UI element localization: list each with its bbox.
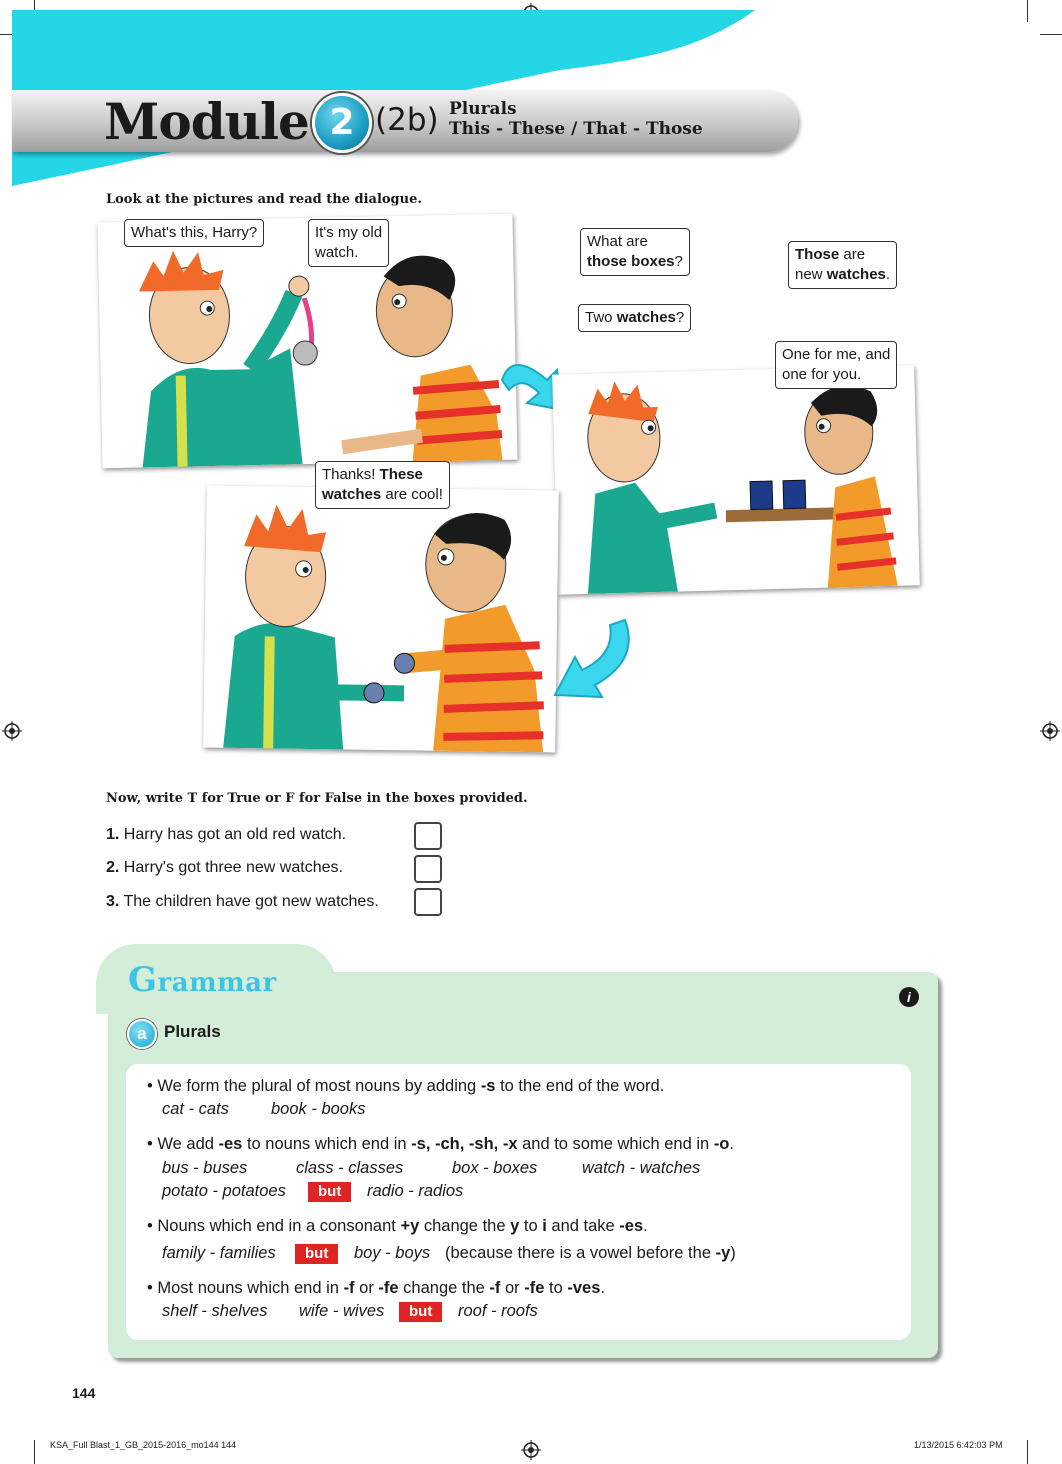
question-text: Harry's got three new watches.	[119, 859, 343, 876]
bubble-text: ?	[675, 309, 685, 326]
question-number: 2.	[106, 859, 120, 876]
question-text: Harry has got an old red watch.	[119, 826, 347, 843]
bubble-text: are	[839, 246, 866, 263]
rule-text: • We form the plural of most nouns by adding	[147, 1077, 481, 1095]
example: boy - boys	[354, 1244, 431, 1262]
rule-2	[147, 1135, 734, 1154]
rule-text: or	[354, 1279, 379, 1297]
question-item	[106, 859, 343, 877]
rule-bold: y	[510, 1217, 520, 1235]
question-number: 3.	[106, 893, 120, 910]
bubble-text: .	[885, 266, 891, 283]
rule-text: to	[519, 1217, 543, 1235]
rules-box	[126, 1064, 911, 1340]
grammar-title	[128, 960, 277, 1000]
bubble-text: are cool!	[381, 486, 443, 503]
answer-box-3[interactable]	[414, 888, 442, 916]
rule-bold: -o	[713, 1135, 730, 1153]
bubble-text: What are	[587, 233, 648, 250]
rule-bold: -s	[480, 1077, 496, 1095]
comic-panel-3	[203, 486, 559, 753]
rule-text: .	[643, 1217, 648, 1235]
bubble-text: new	[795, 266, 827, 283]
bubble-text: one for you.	[782, 366, 862, 383]
rule-text: to	[544, 1279, 568, 1297]
speech-bubble	[124, 219, 264, 247]
rule-3-note	[445, 1244, 736, 1263]
rule-bold: -es	[218, 1135, 243, 1153]
bubble-text: One for me, and	[782, 346, 891, 363]
question-text: The children have got new watches.	[119, 893, 379, 910]
bubble-bold-text: watches	[322, 486, 382, 503]
rule-text: or	[500, 1279, 525, 1297]
rule-text: .	[729, 1135, 734, 1153]
speech-bubble	[788, 241, 897, 289]
bubble-bold-text: watches	[616, 309, 676, 326]
but-label: but	[295, 1244, 338, 1264]
rule-bold: -es	[619, 1217, 644, 1235]
rule-1	[147, 1077, 664, 1096]
example: box - boxes	[452, 1159, 538, 1177]
grammar-title-rest: rammar	[157, 968, 277, 998]
section-title: Plurals	[164, 1022, 221, 1041]
registration-mark-icon	[1040, 721, 1060, 741]
module-number-badge: 2	[312, 93, 372, 153]
rule-bold: -fe	[378, 1279, 399, 1297]
crop-mark	[1027, 0, 1028, 22]
boys-with-boxes-illustration	[552, 365, 920, 594]
bubble-bold-text: watches	[826, 266, 886, 283]
bubble-text: ?	[674, 253, 683, 270]
rule-bold: -f	[343, 1279, 355, 1297]
rule-bold: -f	[489, 1279, 501, 1297]
module-title: Module	[104, 92, 309, 151]
rule-text: )	[730, 1244, 736, 1262]
speech-bubble	[308, 219, 389, 267]
but-label: but	[308, 1182, 351, 1202]
crop-mark	[1027, 1440, 1028, 1464]
bubble-bold-text: those boxes	[587, 253, 675, 270]
bubble-text: watch.	[315, 244, 359, 261]
rule-bold: -ves	[567, 1279, 601, 1297]
bubble-text: What's this, Harry?	[131, 224, 258, 241]
example: family - families	[162, 1244, 276, 1262]
example: roof - roofs	[458, 1302, 538, 1320]
bubble-bold-text: Those	[795, 246, 840, 263]
rule-text: • Most nouns which end in	[147, 1279, 344, 1297]
but-label: but	[399, 1302, 442, 1322]
rule-4	[147, 1279, 605, 1298]
rule-text: .	[600, 1279, 605, 1297]
bubble-bold-text: These	[379, 466, 423, 483]
example: shelf - shelves	[162, 1302, 268, 1320]
sequence-arrow-icon	[540, 615, 640, 715]
rule-text: change the	[419, 1217, 511, 1235]
rule-3	[147, 1217, 648, 1236]
dialogue-instruction: Look at the pictures and read the dialogue.	[106, 192, 422, 207]
rule-text: to nouns which end in	[242, 1135, 412, 1153]
answer-box-2[interactable]	[414, 855, 442, 883]
example: radio - radios	[367, 1182, 464, 1200]
page-number: 144	[72, 1385, 96, 1401]
rule-bold: -fe	[524, 1279, 545, 1297]
registration-mark-icon	[521, 1440, 541, 1460]
example: book - books	[271, 1100, 366, 1118]
rule-text: • We add	[147, 1135, 219, 1153]
rule-text: and take	[546, 1217, 620, 1235]
speech-bubble	[775, 341, 897, 389]
example: cat - cats	[162, 1100, 229, 1118]
bubble-text: It's my old	[315, 224, 383, 241]
question-item	[106, 893, 379, 911]
footer-file-info: KSA_Full Blast_1_GB_2015-2016_mo144 144	[50, 1440, 237, 1450]
topic-title: Plurals	[449, 99, 517, 119]
topic-subtitle: This - These / That - Those	[449, 119, 703, 139]
boys-with-watches-illustration	[203, 486, 559, 753]
section-badge: a	[127, 1019, 157, 1049]
speech-bubble	[580, 228, 690, 276]
rule-bold: i	[542, 1217, 547, 1235]
comic-panel-2	[552, 365, 920, 594]
bubble-text: Two	[585, 309, 617, 326]
question-number: 1.	[106, 826, 120, 843]
example: bus - buses	[162, 1159, 248, 1177]
example: wife - wives	[299, 1302, 385, 1320]
answer-box-1[interactable]	[414, 822, 442, 850]
speech-bubble	[578, 304, 691, 332]
example: watch - watches	[582, 1159, 701, 1177]
rule-bold: -s, -ch, -sh, -x	[411, 1135, 518, 1153]
example: class - classes	[296, 1159, 404, 1177]
rule-text: to the end of the word.	[495, 1077, 665, 1095]
registration-mark-icon	[2, 721, 22, 741]
crop-mark	[1040, 34, 1062, 35]
module-code: (2b)	[375, 102, 439, 138]
true-false-instruction: Now, write T for True or F for False in the boxes provided.	[106, 791, 528, 806]
question-item	[106, 826, 346, 844]
rule-text: and to some which end in	[517, 1135, 714, 1153]
bubble-text: Thanks!	[322, 466, 380, 483]
example: potato - potatoes	[162, 1182, 286, 1200]
crop-mark	[34, 1440, 35, 1464]
rule-text: change the	[398, 1279, 490, 1297]
footer-timestamp: 1/13/2015 6:42:03 PM	[914, 1440, 1003, 1450]
rule-bold: -y	[715, 1244, 731, 1262]
rule-text: (because there is a vowel before the	[445, 1244, 716, 1262]
rule-bold: +y	[400, 1217, 420, 1235]
grammar-title-cap: G	[128, 960, 158, 1000]
rule-text: • Nouns which end in a consonant	[147, 1217, 401, 1235]
speech-bubble	[315, 461, 450, 509]
reference-icon[interactable]: i	[899, 987, 919, 1007]
